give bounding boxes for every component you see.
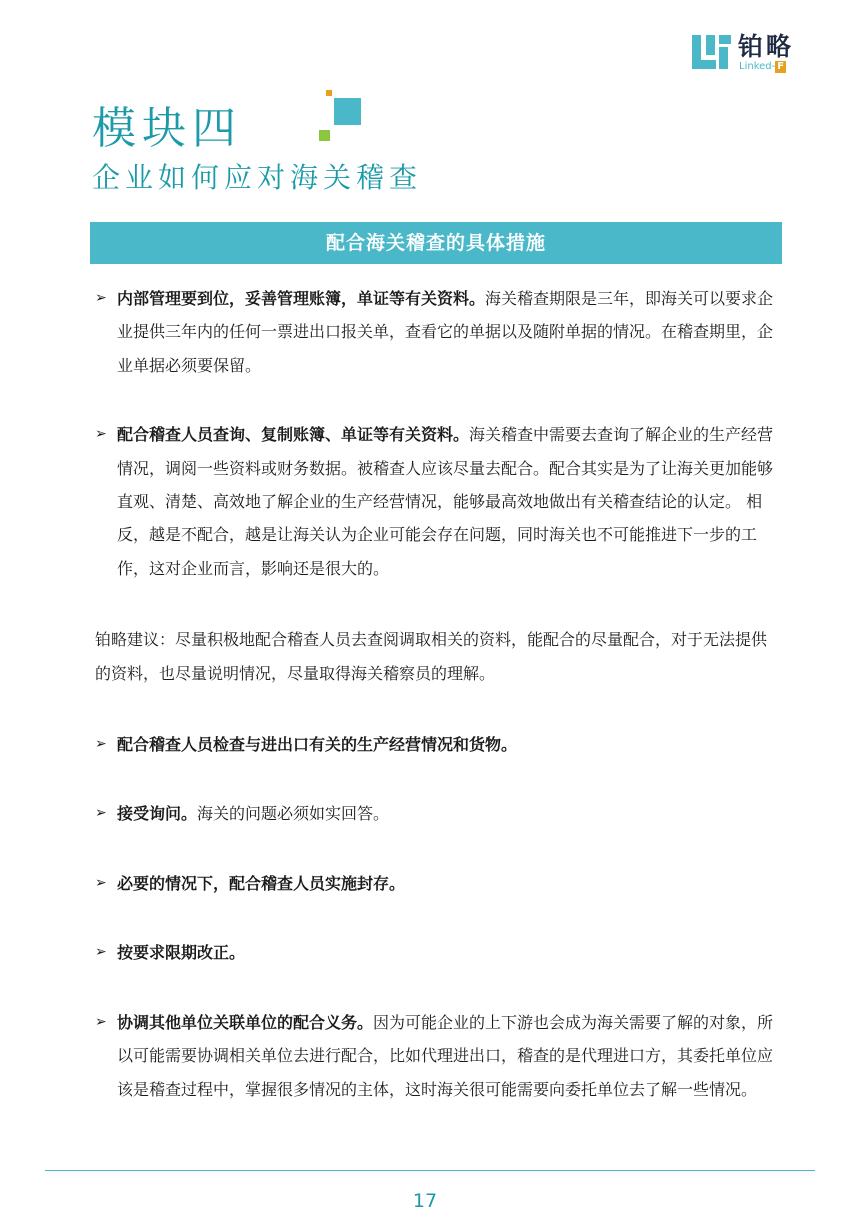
arrow-bullet-icon: ➢ — [95, 805, 107, 822]
list-item — [95, 936, 775, 969]
logo-english-text: Linked- F — [739, 61, 785, 72]
footer-divider — [45, 1170, 815, 1171]
list-item — [95, 282, 775, 382]
list-item — [95, 1006, 775, 1106]
item-heading: 协调其他单位关联单位的配合义务。 — [117, 1012, 374, 1032]
section-banner: 配合海关稽查的具体措施 — [90, 222, 782, 264]
item-heading: 配合稽查人员检查与进出口有关的生产经营情况和货物。 — [117, 735, 518, 755]
logo-chinese-text: 铂略 — [738, 32, 795, 61]
module-title: 模块四 — [92, 103, 242, 154]
arrow-bullet-icon: ➢ — [95, 874, 107, 891]
item-heading: 接受询问。 — [117, 804, 198, 824]
arrow-bullet-icon: ➢ — [95, 426, 107, 443]
arrow-bullet-icon: ➢ — [95, 1013, 107, 1030]
logo-mark-icon — [692, 33, 732, 71]
item-text: 海关稽查期限是三年，即海关可以要求企业提供三年内的任何一票进出口报关单，查看它的单据以及随附单据的情况。在稽查期里，企业单据必须要保留。 — [117, 289, 774, 375]
decor-square-teal — [334, 98, 361, 125]
advice-paragraph: 铂略建议：尽量积极地配合稽查人员去查阅调取相关的资料，能配合的尽量配合，对于无法提供的资料，也尽量说明情况，尽量取得海关稽察员的理解。 — [95, 630, 768, 683]
item-heading: 按要求限期改正。 — [117, 943, 246, 963]
decor-square-green — [319, 130, 330, 141]
item-text: 海关稽查中需要去查询了解企业的生产经营情况，调阅一些资料或财务数据。被稽查人应该尽量去配合。配合其实是为了让海关更加能够直观、清楚、高效地了解企业的生产经营情况，能够最高效地做出有关稽查结论的认定。 相反，越是不配合，越是让海关认为企业可能会存在问题，同时海关也不可能推进下一步的工作，这对企业而言，影响还是很大的。 — [117, 425, 774, 578]
arrow-bullet-icon: ➢ — [95, 290, 107, 306]
content-body — [95, 282, 775, 1106]
item-text: 因为可能企业的上下游也会成为海关需要了解的对象，所以可能需要协调相关单位去进行配合，比如代理进出口，稽查的是代理进口方，其委托单位应该是稽查过程中，掌握很多情况的主体，这时海关很可能需要向委托单位去了解一些情况。 — [117, 1012, 774, 1099]
page-number: 17 — [412, 1190, 438, 1212]
arrow-bullet-icon: ➢ — [95, 944, 107, 961]
list-item — [95, 867, 775, 900]
brand-logo — [692, 33, 812, 73]
list-item — [95, 797, 775, 830]
arrow-bullet-icon: ➢ — [95, 736, 107, 753]
item-heading: 内部管理要到位，妥善管理账簿，单证等有关资料。 — [117, 289, 486, 308]
list-item — [95, 728, 775, 761]
item-text: 海关的问题必须如实回答。 — [197, 804, 390, 824]
decor-square-orange — [326, 90, 332, 96]
item-heading: 配合稽查人员查询、复制账簿、单证等有关资料。 — [117, 425, 470, 445]
list-item — [95, 418, 775, 585]
module-subtitle: 企业如何应对海关稽查 — [92, 161, 423, 194]
item-heading: 必要的情况下，配合稽查人员实施封存。 — [117, 873, 406, 893]
